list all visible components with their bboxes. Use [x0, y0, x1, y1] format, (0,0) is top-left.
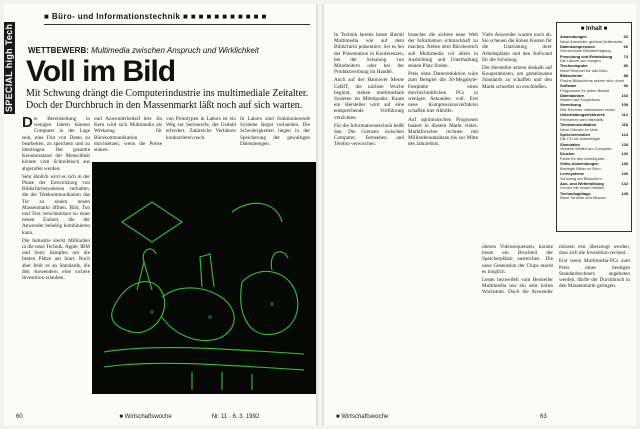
- contents-entry: [560, 74, 628, 83]
- section-rubric: ■ Büro- und Informationstechnik ■ ■ ■ ■ ■ ■ ■ ■ ■ ■ ■: [44, 12, 267, 21]
- contents-entry-page: 60: [623, 34, 628, 39]
- issue-date: Nr. 11 · 6. 3. 1992: [211, 414, 260, 420]
- contents-entry-title: Forschung und Entwicklung: [560, 53, 613, 59]
- contents-entry-title: Tischcomputer: [560, 63, 588, 69]
- body-paragraph: Lester bezweifelt vom Hersteller Multimedia nur ein sehr hohes Wachstum. Doch die Anwender müssen erst überzeugt werden, dass sich die Investition rechnet.: [482, 244, 630, 296]
- contents-entry-page: 108: [621, 102, 628, 108]
- contents-entry-title: Unterhaltungselektronik: [560, 112, 605, 118]
- folio-right: [336, 414, 547, 420]
- body-column-1: [22, 116, 90, 416]
- contents-entry-title: Technologietage: [560, 190, 591, 196]
- contents-entry-title: Software: [560, 82, 577, 88]
- contents-entry-page: 118: [621, 122, 628, 128]
- contents-entry: [560, 182, 628, 191]
- contents-entry-title: Video-Anwendungen: [560, 161, 599, 167]
- contents-entry-title: Datenkompression: [560, 43, 596, 49]
- kicker-label: WETTBEWERB:: [28, 46, 89, 55]
- contents-entry-description: Schulung am Bildschirm: [560, 175, 602, 181]
- page-number: 60: [16, 414, 23, 420]
- contents-title: ■ Inhalt ■: [580, 26, 608, 32]
- body-paragraph: Preis ohne Datenreduktion wäre zum Beispiel die 30-Megabyte-Festplatte eines durchschnittlichen PCs in wenigen Sekunden voll. Erst neue Kompressionsverfahren schaffen hier Abhilfe.: [408, 71, 478, 115]
- contents-entry-page: 140: [621, 170, 628, 176]
- contents-entry-page: 96: [623, 82, 628, 88]
- contents-entry-page: 142: [621, 180, 628, 186]
- contents-entry-description: Die Labore von morgen: [560, 58, 601, 64]
- contents-entry-title: Vernetzung: [560, 102, 581, 108]
- body-column-3: von Prototypen in Labors ist ein Weg zur Serienreife, der Geduld erfordert. Zahlreiche Verfahren konkurrieren noch.: [166, 116, 236, 141]
- body-column-8: [482, 244, 630, 412]
- contents-entry-description: Lernen mit neuen Medien: [560, 185, 605, 191]
- body-paragraph: Die Hersteller setzen deshalb auf Kooperationen, um gemeinsame Standards zu schaffen und den Markt schneller zu erschließen.: [482, 65, 552, 90]
- left-page: [4, 4, 316, 425]
- body-paragraph: brancher die sichere neue Welt der Information schmackhaft zu machen. Neben dem Bürobereich soll Multimedia vor allem in Ausbildung und Unterhaltung seinen Platz finden.: [408, 32, 478, 70]
- article-headline: Voll im Bild: [26, 55, 176, 88]
- contents-entry-page: 74: [623, 53, 628, 59]
- kicker-text: Multimedia zwischen Anspruch und Wirklichkeit: [91, 46, 259, 55]
- body-paragraph: Erst wenn Multimedia-PCs zum Preis eines heutigen Standardrechners angeboten werden, dürfte der Durchbruch in den Massenmarkt gelingen.: [559, 258, 630, 290]
- contents-entry-description: Wie Rechner miteinander reden: [560, 107, 615, 113]
- body-column-4: In Labors sind funktionierende Systeme längst vorhanden. Die Schwierigkeiten liegen in der Speicherung der gewaltigen Datenmengen.: [240, 116, 310, 147]
- contents-entry-description: Flache Bildschirme setzen sich durch: [560, 77, 625, 83]
- contents-entry-title: Aus- und Weiterbildung: [560, 180, 604, 186]
- contents-entry: [560, 123, 628, 132]
- contents-entry-description: Neue Anwender gewinnt Multimedia: [560, 38, 623, 44]
- contents-entry-title: Anwendungen: [560, 34, 587, 39]
- page-gutter: [316, 4, 324, 425]
- body-paragraph: Die Industrie steckt Milliarden in die neue Technik. Apple, IBM und Sony kämpfen um die besten Plätze am Start. Noch aber fehlt es an Standards, die den Anwendern eine sichere Investition erlauben.: [22, 237, 90, 282]
- contents-entry-title: Speichermedien: [560, 131, 591, 137]
- right-page: [324, 4, 636, 425]
- contents-entry-description: Farbe für den Arbeitsplatz: [560, 155, 605, 161]
- contents-entry-page: 148: [621, 190, 628, 196]
- contents-entry-page: 102: [621, 92, 628, 98]
- contents-entry-description: Fernsehen wird interaktiv: [560, 116, 604, 122]
- contents-box: [556, 22, 632, 232]
- contents-entry-page: 132: [621, 151, 628, 157]
- contents-entry-description: Neue Rechner für das Büro: [560, 67, 608, 73]
- body-paragraph: Auf optimistischen Prognosen basiert in diesem Markt vieles. Marktforscher rechnen mit Milliardenumsätzen bis zur Mitte des Jahrzehnts.: [408, 116, 478, 148]
- contents-entry-page: 66: [623, 43, 628, 49]
- contents-entry-description: Wissen auf Knopfdruck: [560, 97, 601, 103]
- body-paragraph: ie Bereitstellung in wenigen Jahren können Computer in der Lage sein, eine Flut von Daten zu bearbeiten, zu speichern und zu übertragen. Der gesamte Kenntnisstand der Menschheit könnte vom Schreibtisch aus abgerufen werden.: [22, 116, 90, 172]
- contents-entry-description: Bewegte Bilder im Büro: [560, 165, 601, 171]
- section-side-tab: SPECIAL high Tech: [4, 23, 14, 113]
- contents-entry-page: 136: [621, 161, 628, 167]
- article-kicker: [28, 46, 259, 55]
- body-paragraph: Viele Anwender warten noch ab. Sie scheuen die hohen Kosten für die Umrüstung ihrer Arbeitsplätze und den Aufwand für die Schulung.: [482, 32, 552, 63]
- article-photo: [92, 162, 316, 394]
- contents-entry-description: Die CD als Datenträger: [560, 136, 601, 142]
- contents-entry-description: Neue Dienste im Netz: [560, 126, 598, 132]
- body-paragraph: Sehr ähnlich wird es sich in der Phase der Entwicklung von Bildschirmsystemen verhalten, die der Telekommunikation das Tor zu einem neuen Massenmarkt öffnen. Bild, Ton und Text verschmelzen zu einer neuen Einheit, die der Anwender beliebig kombinieren kann.: [22, 173, 90, 236]
- body-column-7: [482, 32, 552, 242]
- body-column-6: [408, 32, 478, 412]
- contents-entry-page: 88: [623, 73, 628, 79]
- contents-entry-page: 128: [621, 141, 628, 147]
- body-paragraph: oberen Videosequenzen, konnte heute ein Bruchteil der Speicherplätze ausreichen. Die neue Generation der Chips macht es möglich.: [482, 244, 553, 275]
- folio-left: [16, 414, 259, 420]
- contents-entry-page: 112: [621, 112, 628, 118]
- contents-entry-title: Lernsysteme: [560, 170, 585, 176]
- body-paragraph: Auch auf der Hannover Messe CeBIT, die nächste Woche beginnt, stehen multimediale Systeme im Mittelpunkt. Kaum ein Hersteller wird auf eine entsprechende Vorführung verzichten.: [334, 77, 404, 121]
- contents-entry-title: Simulation: [560, 141, 580, 147]
- contents-entry-title: Telekommunikation: [560, 122, 597, 128]
- body-paragraph: Für die Informationstechnik heißt das: Die Grenzen zwischen Computer, Fernsehen und Telefon verwischen.: [334, 122, 404, 148]
- contents-entry-description: Virtuelle Welten am Computer: [560, 146, 612, 152]
- contents-entry-description: Grenzenlose Bildübertragung: [560, 48, 611, 54]
- contents-entry: [560, 133, 628, 142]
- contents-entry-page: 124: [621, 131, 628, 137]
- page-number: 63: [540, 414, 547, 420]
- contents-entry-title: Datenbanken: [560, 92, 585, 98]
- contents-entry-title: Drucker: [560, 151, 575, 157]
- article-deck: Mit Schwung drängt die Computerindustrie ins multimediale Zeitalter. Doch der Durchbruch in den Massenmarkt läßt noch auf sich warten.: [26, 88, 309, 111]
- contents-entry: [560, 172, 628, 181]
- body-column-2: und Anwenderbedarf leer. Im Kern wird sich Multimedia als Werkzeug für Bürokommunikation durchsetzen, wenn die Preise sinken.: [94, 116, 162, 154]
- drop-cap: D: [22, 116, 33, 131]
- contents-entry: [560, 45, 628, 54]
- contents-entry-title: Bildschirme: [560, 73, 583, 79]
- magazine-name: ■ Wirtschaftswoche: [119, 414, 172, 420]
- magazine-name: ■ Wirtschaftswoche: [336, 414, 389, 420]
- body-column-5: [334, 32, 404, 412]
- contents-entry-page: 80: [623, 63, 628, 69]
- contents-entry: [560, 192, 628, 201]
- neon-figures-image: [92, 162, 316, 394]
- contents-entry-description: Programme für jeden Bedarf: [560, 87, 610, 93]
- contents-entry-description: Neue Termine und Messen: [560, 195, 607, 201]
- contents-entry: [560, 35, 628, 44]
- contents-entry: [560, 84, 628, 93]
- rubric-divider: [44, 24, 310, 25]
- contents-entry: [560, 162, 628, 171]
- body-paragraph: In Technik bereits heute überall Multimedia wie auf dem Bildschirm präsentiert: Sei es bei der Präsentation in Konferenzen, bei der Schulung von Mitarbeitern oder bei der Produktwerbung im Handel.: [334, 32, 404, 76]
- contents-list: [560, 35, 628, 201]
